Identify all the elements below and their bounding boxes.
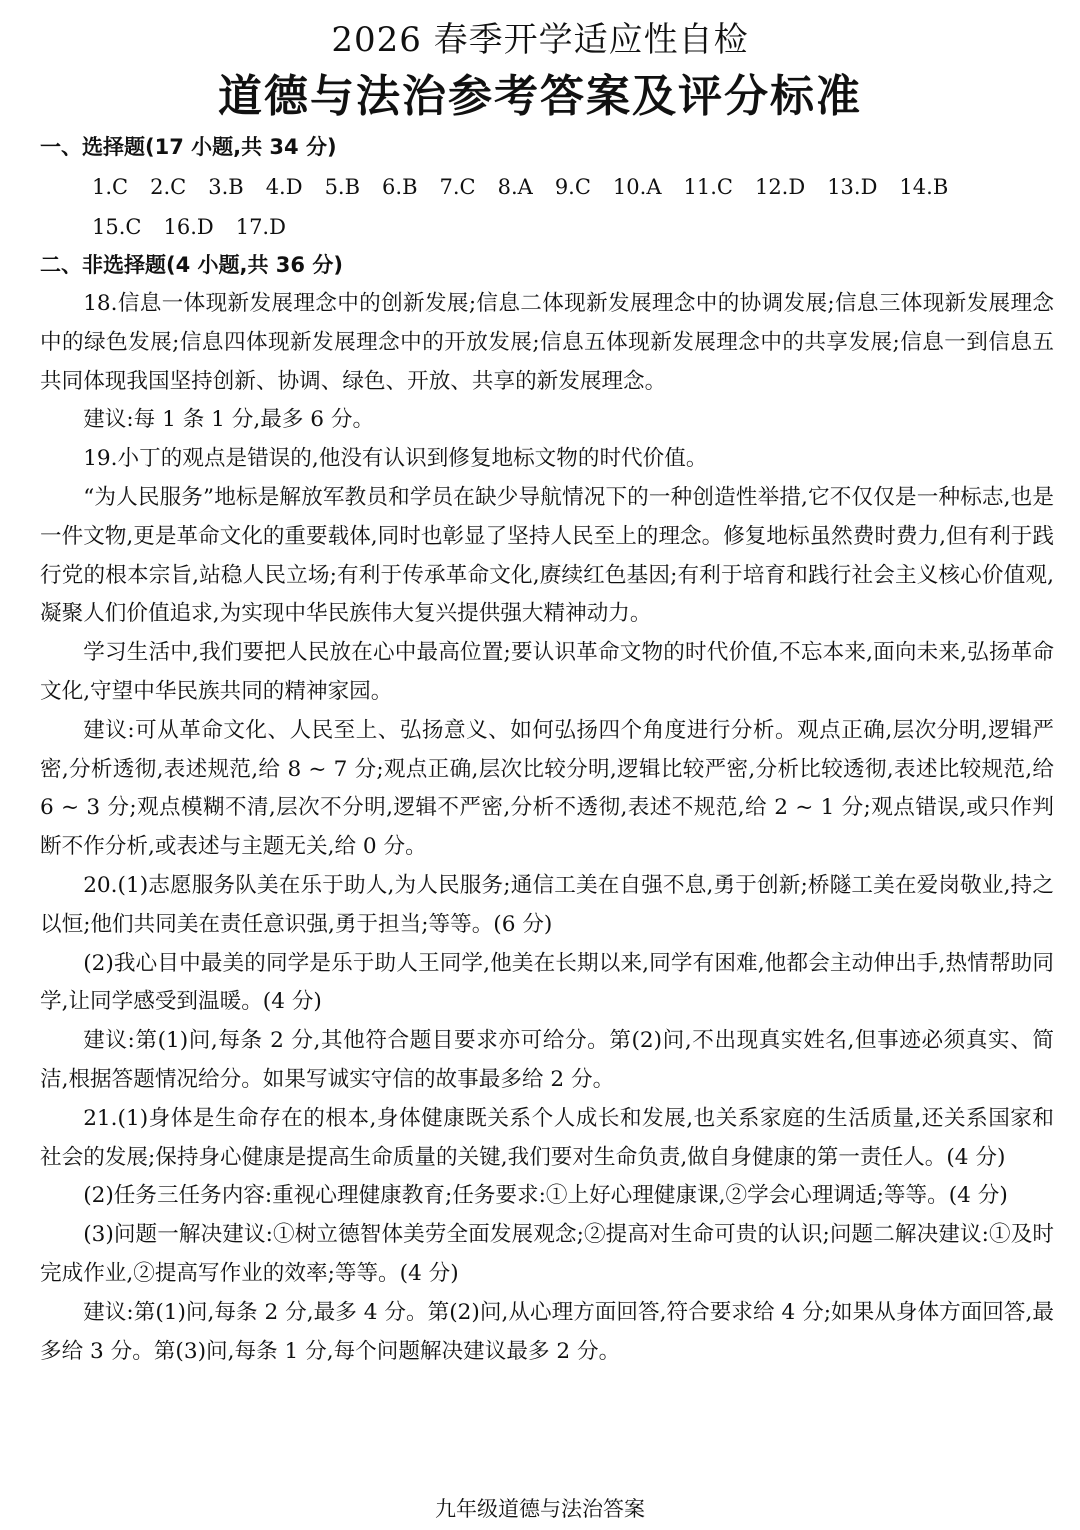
choice-answers-row-2: [92, 207, 1052, 247]
answer-paragraph: (3)问题一解决建议:①树立德智体美劳全面发展观念;②提高对生命可贵的认识;问题二解决建议:①及时完成作业,②提高写作业的效率;等等。(4 分): [40, 1222, 1054, 1286]
choice-answer: 5.B: [324, 175, 361, 199]
choice-answer: 3.B: [208, 175, 244, 199]
scoring-note: 建议:可从革命文化、人民至上、弘扬意义、如何弘扬四个角度进行分析。观点正确,层次分明,逻辑严密,分析透彻,表述规范,给 8 ~ 7 分;观点正确,层次比较分明,逻辑比较严密,分析比较透彻,表述比较规范,给 6 ~ 3 分;观点模糊不清,层次不分明,逻辑不严密,分析不透彻,表述不规范,给 2 ~ 1 分;观点错误,或只作判断不作分析,或表述与主题无关,给 0 分。: [40, 717, 1054, 860]
choice-answer: 17.D: [235, 215, 286, 239]
choice-answer: 16.D: [163, 215, 214, 239]
answer-paragraph: 18.信息一体现新发展理念中的创新发展;信息二体现新发展理念中的协调发展;信息三体现新发展理念中的绿色发展;信息四体现新发展理念中的开放发展;信息五体现新发展理念中的共享发展;信息一到信息五共同体现我国坚持创新、协调、绿色、开放、共享的新发展理念。: [40, 291, 1054, 394]
choice-answer: 1.C: [92, 175, 129, 199]
answer-paragraph: 19.小丁的观点是错误的,他没有认识到修复地标文物的时代价值。: [83, 446, 708, 472]
answer-paragraph: “为人民服务”地标是解放军教员和学员在缺少导航情况下的一种创造性举措,它不仅仅是一种标志,也是一件文物,更是革命文化的重要载体,同时也彰显了坚持人民至上的理念。修复地标虽然费时费力,但有利于践行党的根本宗旨,站稳人民立场;有利于传承革命文化,赓续红色基因;有利于培育和践行社会主义核心价值观,凝聚人们价值追求,为实现中华民族伟大复兴提供强大精神动力。: [40, 484, 1054, 627]
choice-answer: 13.D: [827, 175, 878, 199]
answer-paragraph: (2)任务三任务内容:重视心理健康教育;任务要求:①上好心理健康课,②学会心理调适;等等。(4 分): [83, 1183, 1008, 1209]
choice-answer: 4.D: [265, 175, 303, 199]
choice-answer: 8.A: [497, 175, 533, 199]
answer-paragraph: 20.(1)志愿服务队美在乐于助人,为人民服务;通信工美在自强不息,勇于创新;桥隧工美在爱岗敬业,持之以恒;他们共同美在责任意识强,勇于担当;等等。(6 分): [40, 872, 1054, 937]
choice-answer: 9.C: [554, 175, 591, 199]
scoring-note: 建议:第(1)问,每条 2 分,最多 4 分。第(2)问,从心理方面回答,符合要求给 4 分;如果从身体方面回答,最多给 3 分。第(3)问,每条 1 分,每个问题解决建议最多 2 分。: [40, 1299, 1054, 1364]
choice-answer: 14.B: [899, 175, 949, 199]
choice-answer: 2.C: [150, 175, 187, 199]
page-footer: 九年级道德与法治答案: [435, 1497, 645, 1521]
answer-paragraph: (2)我心目中最美的同学是乐于助人王同学,他美在长期以来,同学有困难,他都会主动伸出手,热情帮助同学,让同学感受到温暖。(4 分): [40, 950, 1054, 1015]
section-heading-open-questions: 二、非选择题(4 小题,共 36 分): [40, 253, 343, 277]
answer-paragraph: 21.(1)身体是生命存在的根本,身体健康既关系个人成长和发展,也关系家庭的生活质量,还关系国家和社会的发展;保持身心健康是提高生命质量的关键,我们要对生命负责,做自身健康的第一责任人。(4 分): [40, 1105, 1054, 1170]
choice-answer: 12.D: [754, 175, 806, 199]
choice-answer: 11.C: [683, 175, 733, 199]
choice-answer: 15.C: [92, 215, 142, 239]
section-heading-multiple-choice: 一、选择题(17 小题,共 34 分): [40, 135, 337, 159]
answer-body: [40, 285, 1054, 1371]
scoring-note: 建议:第(1)问,每条 2 分,其他符合题目要求亦可给分。第(2)问,不出现真实姓名,但事迹必须真实、简洁,根据答题情况给分。如果写诚实守信的故事最多给 2 分。: [40, 1028, 1054, 1092]
answer-paragraph: 学习生活中,我们要把人民放在心中最高位置;要认识革命文物的时代价值,不忘本来,面向未来,弘扬革命文化,守望中华民族共同的精神家园。: [40, 640, 1054, 704]
exam-subtitle: 2026 春季开学适应性自检: [331, 20, 749, 60]
choice-answers-row-1: [92, 167, 1052, 207]
page-title: 道德与法治参考答案及评分标准: [218, 71, 862, 122]
choice-answer: 7.C: [439, 175, 476, 199]
choice-answer: 10.A: [612, 175, 662, 199]
scoring-note: 建议:每 1 条 1 分,最多 6 分。: [83, 407, 375, 433]
choice-answer: 6.B: [382, 175, 418, 199]
